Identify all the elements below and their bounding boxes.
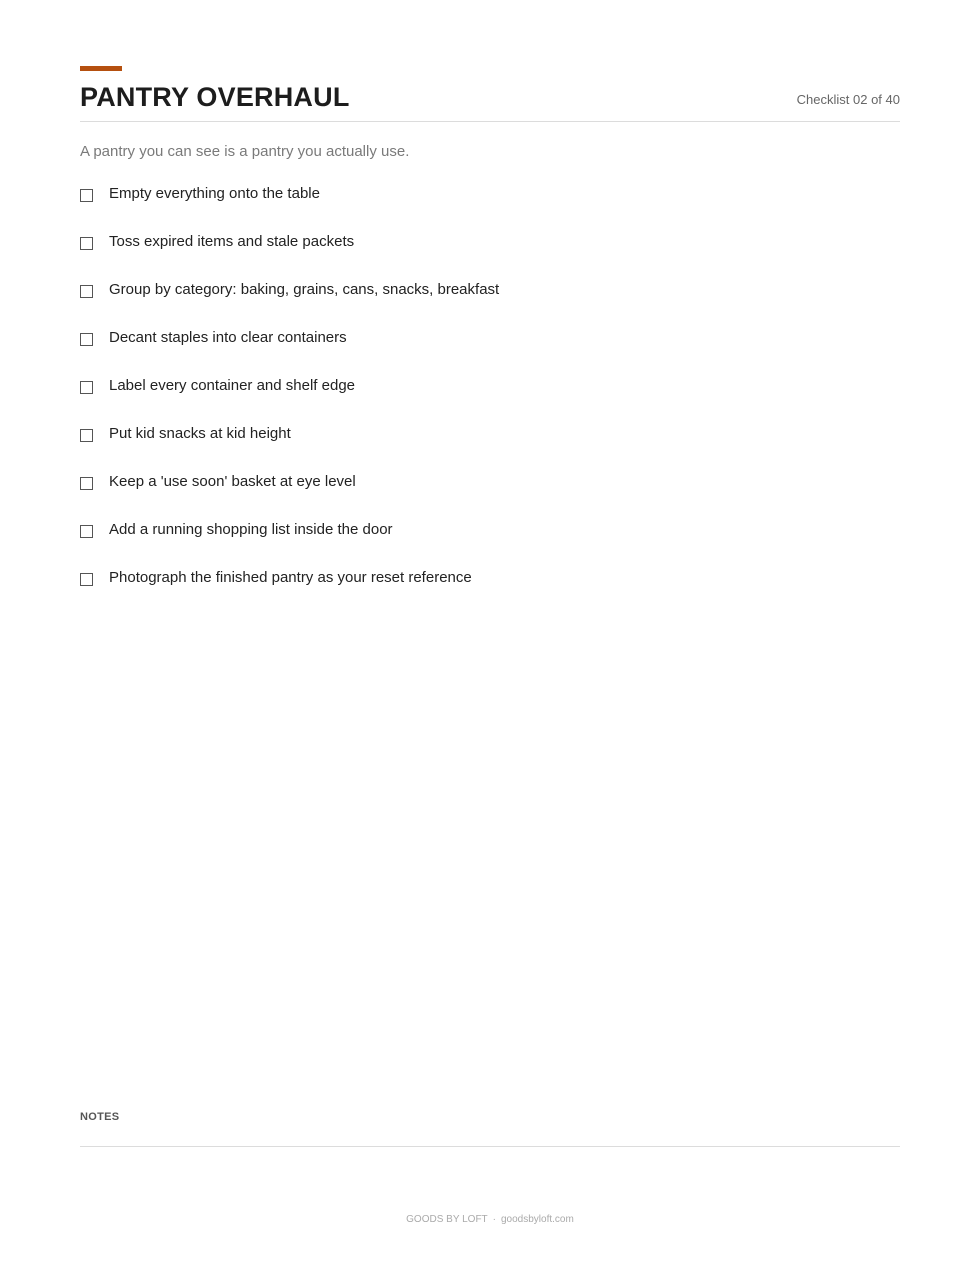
task-label: Keep a 'use soon' basket at eye level [109, 473, 356, 490]
task-item [80, 328, 499, 348]
task-label: Add a running shopping list inside the door [109, 521, 393, 538]
task-item [80, 232, 499, 252]
task-label: Decant staples into clear containers [109, 329, 347, 346]
task-checkbox[interactable] [80, 381, 93, 394]
header-divider [80, 121, 900, 122]
accent-bar [80, 66, 122, 71]
task-checkbox[interactable] [80, 237, 93, 250]
task-item [80, 472, 499, 492]
task-item [80, 424, 499, 444]
task-item [80, 520, 499, 540]
task-label: Put kid snacks at kid height [109, 425, 291, 442]
task-label: Empty everything onto the table [109, 185, 320, 202]
checklist-page [80, 0, 900, 1268]
task-checkbox[interactable] [80, 525, 93, 538]
task-item [80, 184, 499, 204]
task-checkbox[interactable] [80, 477, 93, 490]
task-checkbox[interactable] [80, 333, 93, 346]
task-label: Toss expired items and stale packets [109, 233, 355, 250]
task-label: Label every container and shelf edge [109, 377, 356, 394]
task-label: Group by category: baking, grains, cans, snacks, breakfast [109, 281, 500, 298]
footer-url: goodsbyloft.com [501, 1214, 574, 1225]
footer-brand: GOODS BY LOFT [406, 1214, 488, 1225]
checklist-counter: Checklist 02 of 40 [796, 92, 900, 107]
notes-line[interactable] [80, 1146, 900, 1147]
task-checkbox[interactable] [80, 285, 93, 298]
footer [80, 1213, 900, 1227]
task-label: Photograph the finished pantry as your reset reference [109, 569, 472, 586]
notes-heading: NOTES [80, 1111, 120, 1123]
task-item [80, 376, 499, 396]
footer-separator: · [492, 1214, 496, 1225]
task-list [80, 184, 499, 616]
task-checkbox[interactable] [80, 573, 93, 586]
page-title: PANTRY OVERHAUL [80, 82, 350, 112]
task-checkbox[interactable] [80, 429, 93, 442]
task-checkbox[interactable] [80, 189, 93, 202]
task-item [80, 568, 499, 588]
task-item [80, 280, 499, 300]
page-subtitle: A pantry you can see is a pantry you actually use. [80, 143, 410, 160]
